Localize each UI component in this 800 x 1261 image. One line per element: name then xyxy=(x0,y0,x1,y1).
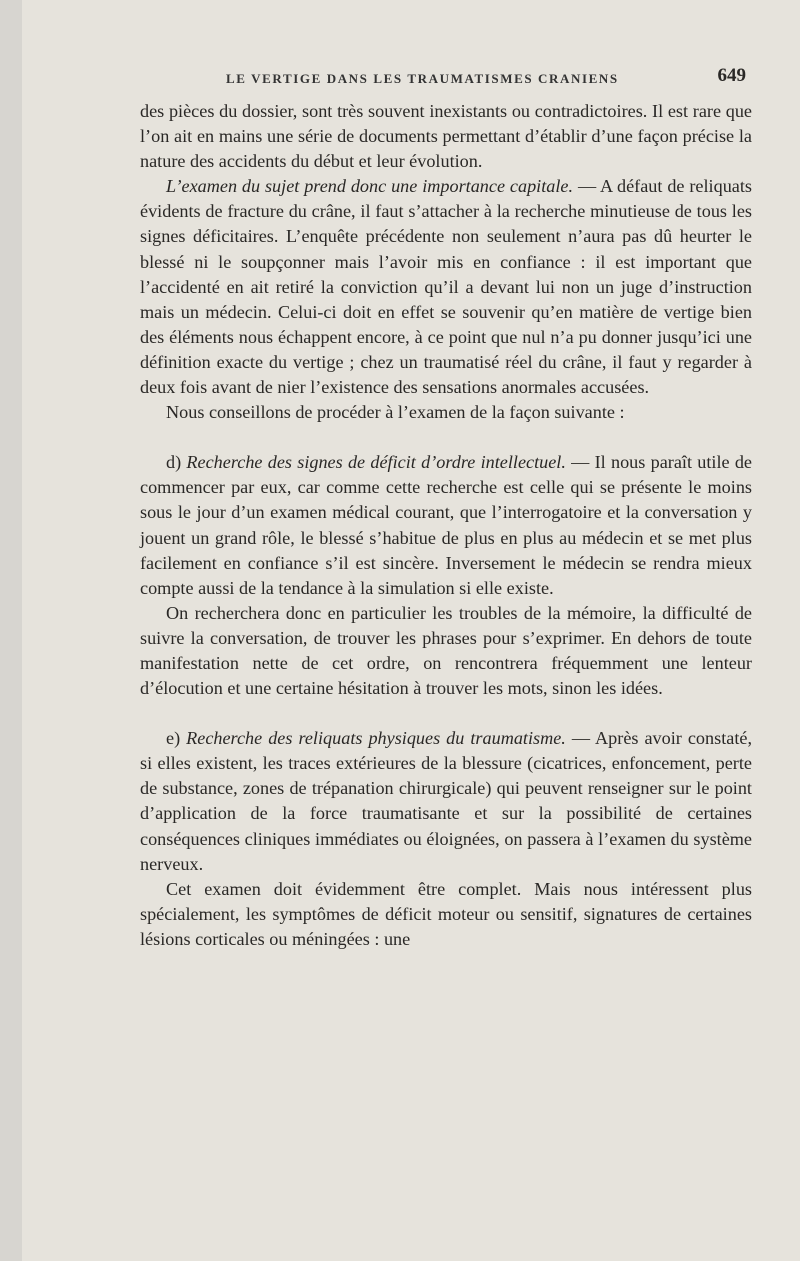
section-d-heading: Recherche des signes de déficit d’ordre intellectuel. xyxy=(186,452,566,473)
text-block xyxy=(140,55,752,952)
paragraph-2-emphasis: L’examen du sujet prend donc une importance capitale. xyxy=(166,176,574,197)
section-e-text: — Après avoir constaté, si elles existent, les traces extérieures de la blessure (cicatrices, enfoncement, perte de substance, zones de trépanation chirurgicale) qui peuvent renseigner sur le point d’application de la force traumatisante et sur la possibilité de certaines conséquences cliniques immédiates ou éloignées, on passera à l’examen du système nerveux. xyxy=(140,728,752,874)
section-d xyxy=(140,450,752,601)
section-e-label: e) xyxy=(166,728,187,749)
running-title: LE VERTIGE DANS LES TRAUMATISMES CRANIENS xyxy=(226,71,619,86)
running-header xyxy=(140,55,752,87)
paragraph-5-text: On recherchera donc en particulier les troubles de la mémoire, la difficulté de suivre la conversation, de trouver les phrases pour s’exprimer. En dehors de toute manifestation nette de cet ordre, on rencontrera fréquemment une lenteur d’élocution et une certaine hésitation à trouver les mots, sinon les idées. xyxy=(140,602,752,699)
paragraph-3-text: Nous conseillons de procéder à l’examen de la façon suivante : xyxy=(166,402,625,423)
paragraph-2-text: — A défaut de reliquats évidents de fracture du crâne, il faut s’attacher à la recherche minutieuse de tous les signes déficitaires. L’enquête précédente non seulement n’aura pas dû heurter le blessé ni le soupçonner mais l’avoir mis en confiance : il est important que l’accidenté en ait retiré la conviction qu’il a devant lui non un juge d’instruction mais un médecin. Celui-ci doit en effet se souvenir qu’en matière de vertige bien des éléments nous échappent encore, à ce point que nul n’a pu donner jusqu’ici une définition exacte du vertige ; chez un traumatisé réel du crâne, il faut y regarder à deux fois avant de nier l’existence des sensations anormales accusées. xyxy=(140,176,752,398)
paragraph-2 xyxy=(140,174,752,400)
paragraph-5 xyxy=(140,601,752,701)
section-d-label: d) xyxy=(166,452,187,473)
paragraph-1 xyxy=(140,99,752,174)
book-page xyxy=(22,0,800,1261)
paragraph-7 xyxy=(140,877,752,952)
section-e-heading: Recherche des reliquats physiques du traumatisme. xyxy=(186,728,566,749)
paragraph-3 xyxy=(140,400,752,425)
page-number: 649 xyxy=(717,65,746,86)
paragraph-1-text: des pièces du dossier, sont très souvent inexistants ou contradictoires. Il est rare que l’on ait en mains une série de documents permettant d’établir d’une façon précise la nature des accidents du début et leur évolution. xyxy=(140,101,752,172)
paragraph-7-text: Cet examen doit évidemment être complet. Mais nous intéressent plus spécialement, les symptômes de déficit moteur ou sensitif, signatures de certaines lésions corticales ou méningées : une xyxy=(140,878,752,949)
section-d-text: — Il nous paraît utile de commencer par eux, car comme cette recherche est celle qui se présente le moins sous le jour d’un examen médical courant, que l’interrogatoire et la conversation y jouent un grand rôle, le blessé s’habitue de plus en plus au médecin et se met plus facilement en confiance s’il est sincère. Inversement le médecin se rendra mieux compte aussi de la tendance à la simulation si elle existe. xyxy=(140,452,753,598)
section-e xyxy=(140,726,752,877)
